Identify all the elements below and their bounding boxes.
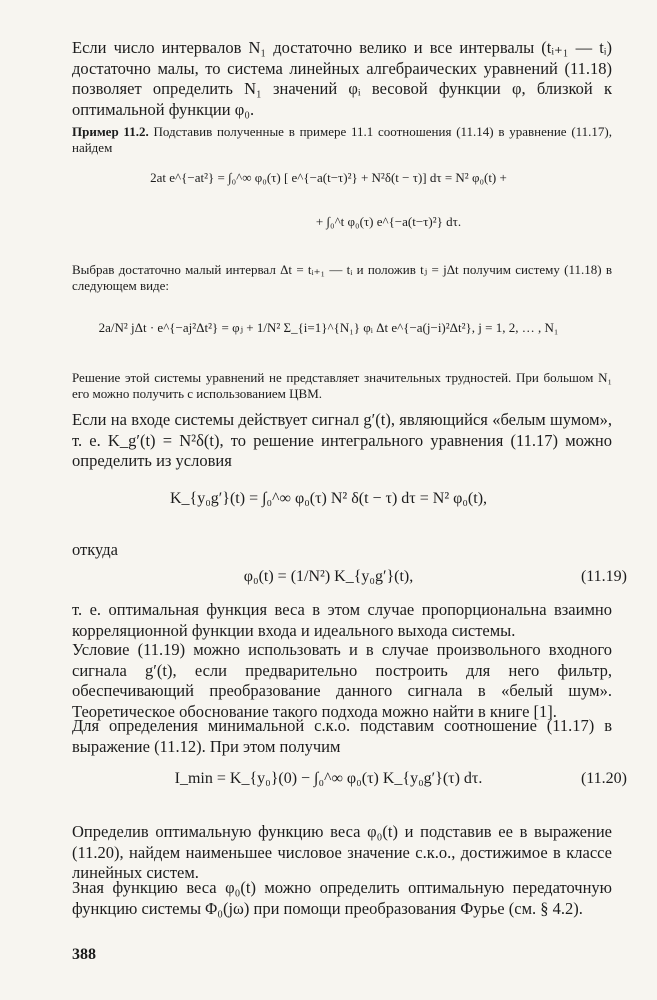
paragraph-min-error: Для определения минимальной с.к.о. подставим соотношение (11.17) в выражение (11.12). При этом получим (72, 716, 612, 756)
page-number: 388 (72, 946, 96, 963)
example-text: Подставив полученные в примере 11.1 соотношения (11.14) в уравнение (11.17), найдем (72, 124, 612, 155)
paragraph-interval-choice: Выбрав достаточно малый интервал Δt = tᵢ₊₁ — tᵢ и положив tⱼ = jΔt получим систему (11.18) в следующем виде: (72, 262, 612, 293)
paragraph-definition: Определив оптимальную функцию веса φ₀(t) и подставив ее в выражение (11.20), найдем наименьшее числовое значение с.к.о., достижимое в классе линейных систем. (72, 822, 612, 882)
equation-number-11-19: (11.19) (580, 568, 627, 585)
equation-11-20: I_min = K_{y₀}(0) − ∫₀^∞ φ₀(τ) K_{y₀g′}(τ) dτ. (174, 770, 483, 787)
paragraph-optimal-weight: т. е. оптимальная функция веса в этом случае пропорциональна взаимно корреляционной функции входа и идеального выхода системы. (72, 600, 612, 640)
paragraph-solution: Решение этой системы уравнений не представляет значительных трудностей. При большом N₁ его можно получить с использованием ЦВМ. (72, 370, 612, 401)
equation-example-line2: + ∫₀^t φ₀(τ) e^{−a(t−τ)²} dτ. (315, 214, 462, 229)
equation-system: 2a/N² jΔt · e^{−aj²Δt²} = φⱼ + 1/N² Σ_{i=1}^{N₁} φᵢ Δt e^{−a(j−i)²Δt²}, j = 1, 2, … , N₁ (98, 320, 559, 335)
example-paragraph (72, 124, 612, 156)
paragraph-condition: Условие (11.19) можно использовать и в случае произвольного входного сигнала g′(t), если предварительно построить для него фильтр, обеспечивающий преобразование данного сигнала в «белый шум». Теоретическое обоснование такого подхода можно найти в книге [1]. (72, 640, 612, 721)
equation-11-19: φ₀(t) = (1/N²) K_{y₀g′}(t), (243, 568, 414, 585)
equation-example-line1: 2at e^{−at²} = ∫₀^∞ φ₀(τ) [ e^{−a(t−τ)²} + N²δ(t − τ)] dτ = N² φ₀(t) + (150, 170, 507, 185)
equation-white-noise: K_{y₀g′}(t) = ∫₀^∞ φ₀(τ) N² δ(t − τ) dτ = N² φ₀(t), (169, 490, 488, 507)
paragraph-otkuda: откуда (72, 540, 118, 559)
paragraph-fourier: Зная функцию веса φ₀(t) можно определить оптимальную передаточную функцию системы Φ₀(jω) при помощи преобразования Фурье (см. § 4.2). (72, 878, 612, 918)
example-label: Пример 11.2. (72, 124, 149, 139)
paragraph-white-noise: Если на входе системы действует сигнал g′(t), являющийся «белым шумом», т. е. K_g′(t) = N²δ(t), то решение интегрального уравнения (11.17) можно определить из условия (72, 410, 612, 470)
equation-number-11-20: (11.20) (580, 770, 627, 787)
paragraph-intervals: Если число интервалов N₁ достаточно велико и все интервалы (tᵢ₊₁ — tᵢ) достаточно малы, то система линейных алгебраических уравнений (11.18) позволяет определить N₁ значений φᵢ весовой функции φ, близкой к оптимальной функции φ₀. (72, 38, 612, 119)
